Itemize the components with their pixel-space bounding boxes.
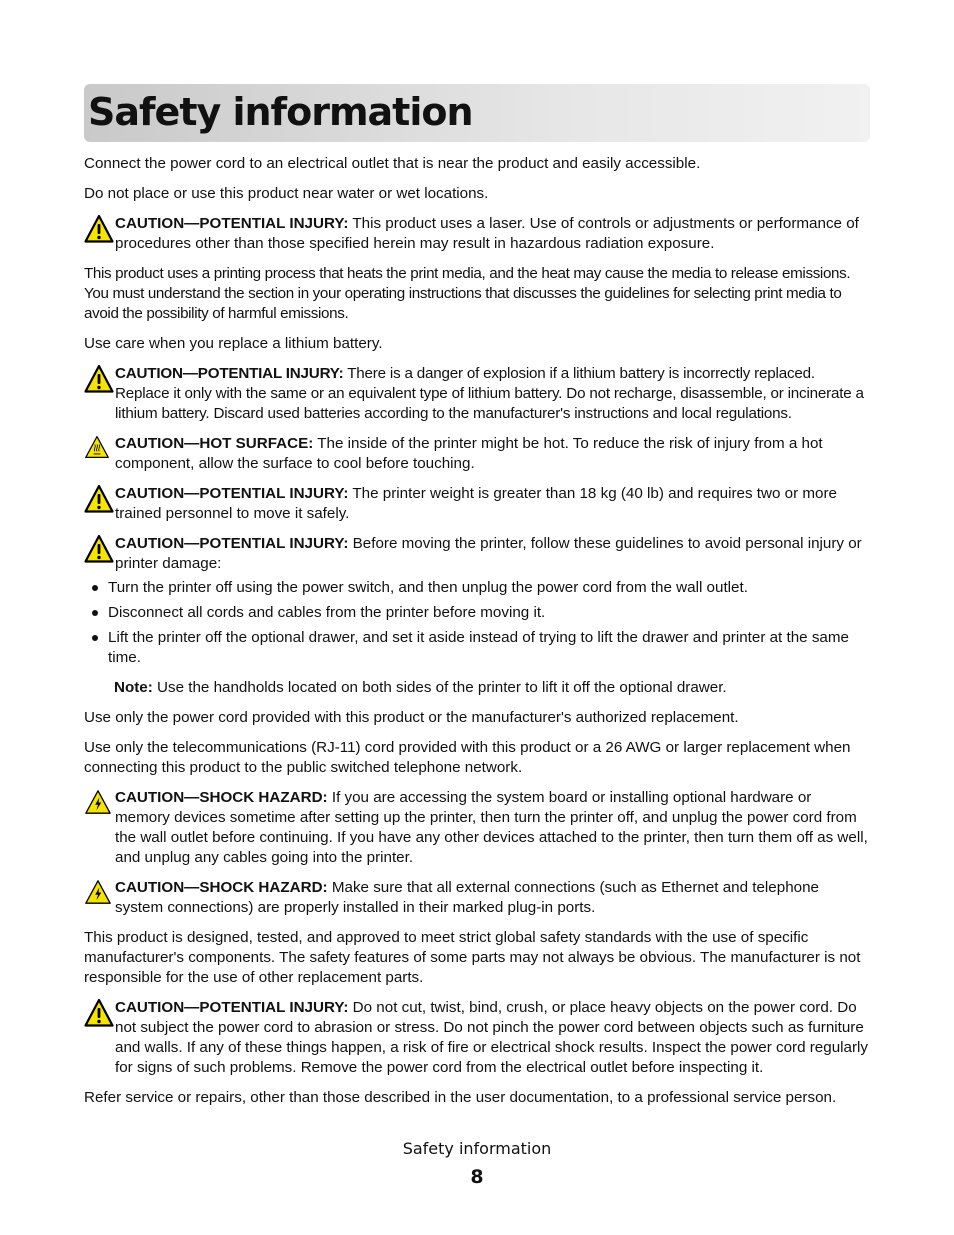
- caution-label: CAUTION—POTENTIAL INJURY:: [115, 999, 349, 1016]
- shock-hazard-icon: [84, 878, 115, 918]
- page-number: 8: [470, 1166, 484, 1188]
- paragraph: This product uses a printing process that heats the print media, and the heat may cause the media to release emissions. You must understand the section in your operating instructions that discusses the guidelines for selecting print media to avoid the possibility of harmful emissions.: [84, 265, 851, 322]
- caution-text: This product uses a laser. Use of controls or adjustments or performance of procedures other than those specified herein may result in hazardous radiation exposure.: [115, 215, 859, 252]
- bullet-icon: [92, 610, 98, 616]
- caution-block: [84, 534, 870, 574]
- caution-text: If you are accessing the system board or installing optional hardware or memory devices sometime after setting up the printer, then turn the printer off, and unplug the power cord from the wall outlet before continuing. If you have any other devices attached to the printer, then turn them off as well, and unplug any cables going into the printer.: [115, 789, 868, 866]
- note-label: Note:: [114, 679, 153, 696]
- bullet-icon: [92, 585, 98, 591]
- list-item: [84, 603, 870, 623]
- warning-icon: [84, 484, 115, 524]
- list-item-text: Turn the printer off using the power switch, and then unplug the power cord from the wall outlet.: [108, 579, 748, 596]
- caution-block: [84, 878, 870, 918]
- caution-block: [84, 788, 870, 868]
- paragraph: Use only the power cord provided with this product or the manufacturer's authorized replacement.: [84, 709, 739, 726]
- caution-text: Make sure that all external connections (such as Ethernet and telephone system connections) are properly installed in their marked plug-in ports.: [115, 879, 819, 916]
- page-title: Safety information: [88, 90, 473, 134]
- caution-text: The inside of the printer might be hot. To reduce the risk of injury from a hot component, allow the surface to cool before touching.: [115, 435, 823, 472]
- caution-block: [84, 364, 870, 424]
- caution-label: CAUTION—POTENTIAL INJURY:: [115, 485, 349, 502]
- caution-text: Do not cut, twist, bind, crush, or place heavy objects on the power cord. Do not subject the power cord to abrasion or stress. Do not pinch the power cord between objects such as furniture and walls. If any of these things happen, a risk of fire or electrical shock results. Inspect the power cord regularly for signs of such problems. Remove the power cord from the electrical outlet before inspecting it.: [115, 999, 868, 1076]
- list-item: [84, 628, 870, 668]
- caution-text: Before moving the printer, follow these guidelines to avoid personal injury or printer damage:: [115, 535, 862, 572]
- title-bar: [84, 84, 870, 142]
- warning-icon: [84, 534, 115, 574]
- bullet-list: [84, 578, 870, 668]
- list-item: [84, 578, 870, 598]
- warning-icon: [84, 998, 115, 1078]
- warning-icon: [84, 364, 115, 424]
- caution-label: CAUTION—SHOCK HAZARD:: [115, 879, 328, 896]
- caution-label: CAUTION—POTENTIAL INJURY:: [115, 215, 349, 232]
- hot-surface-icon: [84, 434, 115, 474]
- bullet-icon: [92, 635, 98, 641]
- caution-block: [84, 484, 870, 524]
- list-item-text: Lift the printer off the optional drawer, and set it aside instead of trying to lift the drawer and printer at the same time.: [108, 629, 849, 666]
- caution-block: [84, 434, 870, 474]
- paragraph: Use only the telecommunications (RJ-11) cord provided with this product or a 26 AWG or larger replacement when connecting this product to the public switched telephone network.: [84, 739, 851, 776]
- caution-block: [84, 998, 870, 1078]
- caution-label: CAUTION—HOT SURFACE:: [115, 435, 314, 452]
- paragraph: Refer service or repairs, other than those described in the user documentation, to a professional service person.: [84, 1089, 837, 1106]
- caution-text: The printer weight is greater than 18 kg (40 lb) and requires two or more trained personnel to move it safely.: [115, 485, 837, 522]
- shock-hazard-icon: [84, 788, 115, 868]
- note: [114, 678, 870, 698]
- warning-icon: [84, 214, 115, 254]
- footer-section-label: Safety information: [402, 1139, 552, 1158]
- paragraph: Use care when you replace a lithium battery.: [84, 335, 383, 352]
- caution-label: CAUTION—POTENTIAL INJURY:: [115, 365, 344, 382]
- caution-text: There is a danger of explosion if a lithium battery is incorrectly replaced. Replace it only with the same or an equivalent type of lithium battery. Do not recharge, disassemble, or incinerate a lithium battery. Discard used batteries according to the manufacturer's instructions and local regulations.: [115, 365, 864, 422]
- list-item-text: Disconnect all cords and cables from the printer before moving it.: [108, 604, 546, 621]
- caution-label: CAUTION—SHOCK HAZARD:: [115, 789, 328, 806]
- paragraph: Connect the power cord to an electrical outlet that is near the product and easily accessible.: [84, 155, 701, 172]
- caution-block: [84, 214, 870, 254]
- content: [84, 154, 870, 1118]
- note-text: Use the handholds located on both sides of the printer to lift it off the optional drawer.: [152, 679, 727, 696]
- paragraph: This product is designed, tested, and approved to meet strict global safety standards with the use of specific manufacturer's components. The safety features of some parts may not always be obvious. The manufacturer is not responsible for the use of other replacement parts.: [84, 929, 861, 986]
- caution-label: CAUTION—POTENTIAL INJURY:: [115, 535, 349, 552]
- paragraph: Do not place or use this product near water or wet locations.: [84, 185, 489, 202]
